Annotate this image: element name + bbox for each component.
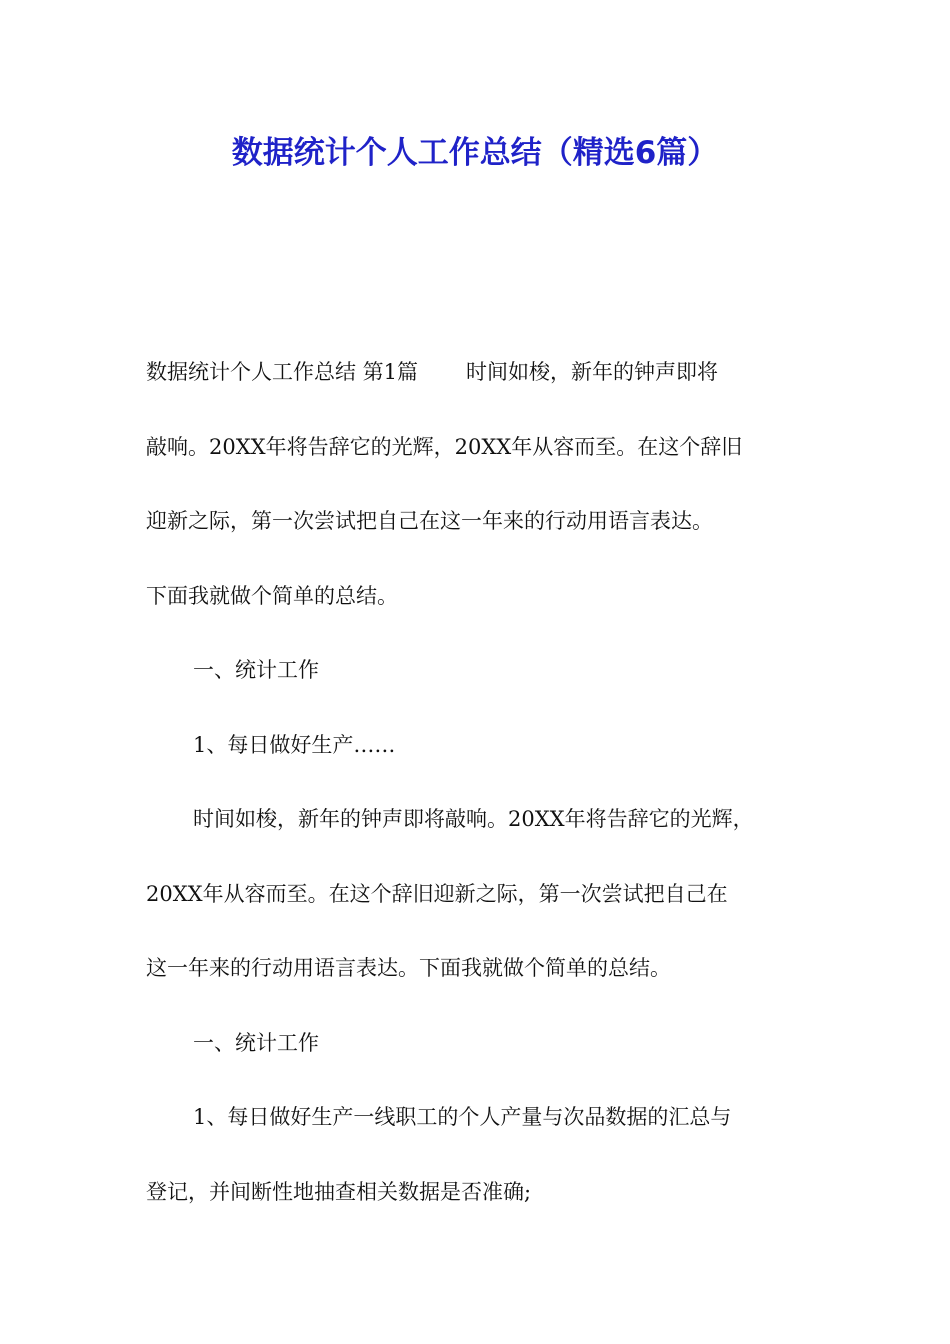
repeat-paragraph-line-1: 时间如梭，新年的钟声即将敲响。20XX年将告辞它的光辉， [193, 807, 754, 831]
document-body [146, 335, 806, 1229]
document-title: 数据统计个人工作总结（精选6篇） [231, 135, 719, 171]
intro-line-3: 迎新之际，第一次尝试把自己在这一年来的行动用语言表达。 [146, 509, 713, 533]
intro-line-2: 敲响。20XX年将告辞它的光辉，20XX年从容而至。在这个辞旧 [146, 434, 743, 459]
intro-line-1 [146, 335, 806, 410]
intro-line-1-tail: 时间如梭，新年的钟声即将 [466, 360, 719, 384]
intro-heading: 数据统计个人工作总结 第1篇 [146, 360, 419, 384]
intro-line-4: 下面我就做个简单的总结。 [146, 583, 398, 608]
repeat-paragraph-line-3: 这一年来的行动用语言表达。下面我就做个简单的总结。 [146, 956, 671, 980]
section-heading-1: 一、统计工作 [193, 658, 319, 682]
item-1-full-line-2: 登记，并间断性地抽查相关数据是否准确; [146, 1179, 532, 1204]
repeat-paragraph-line-2: 20XX年从容而至。在这个辞旧迎新之际，第一次尝试把自己在 [146, 881, 728, 906]
item-1-full-line-1: 1、每日做好生产一线职工的个人产量与次品数据的汇总与 [193, 1105, 732, 1129]
section-heading-2: 一、统计工作 [193, 1030, 319, 1055]
item-1-short: 1、每日做好生产…… [193, 732, 396, 757]
